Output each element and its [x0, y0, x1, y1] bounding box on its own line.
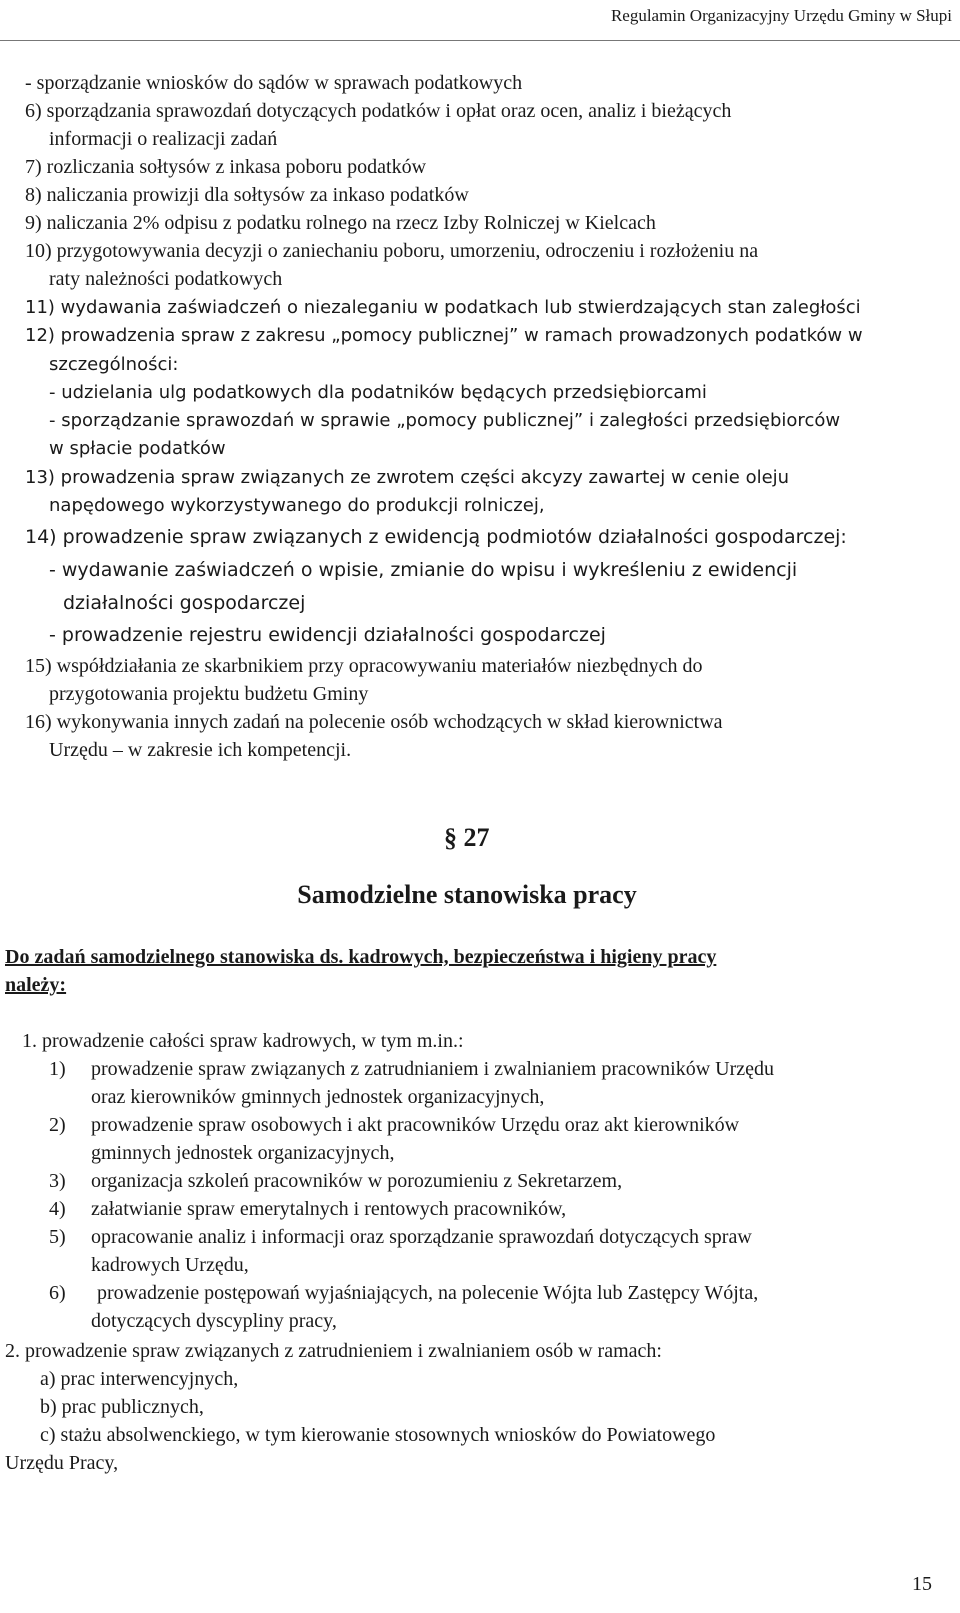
list-item: 13) prowadzenia spraw związanych ze zwrotem części akcyzy zawartej w cenie oleju	[25, 467, 790, 488]
list-item: 10) przygotowywania decyzji o zaniechaniu poboru, umorzeniu, odroczeniu i rozłożeniu na	[25, 240, 759, 262]
sub-item: opracowanie analiz i informacji oraz sporządzanie sprawozdań dotyczących spraw	[91, 1226, 752, 1248]
sub-item: prowadzenie spraw osobowych i akt pracowników Urzędu oraz akt kierowników	[91, 1114, 740, 1136]
list-item: - udzielania ulg podatkowych dla podatników będących przedsiębiorcami	[49, 382, 707, 403]
list-item: napędowego wykorzystywanego do produkcji rolniczej,	[49, 495, 545, 516]
page-number: 15	[912, 1573, 932, 1595]
list-item: raty należności podatkowych	[49, 268, 283, 290]
sub-item-number: 4)	[49, 1198, 66, 1220]
duties-heading: Do zadań samodzielnego stanowiska ds. kadrowych, bezpieczeństwa i higieny pracy	[5, 946, 717, 968]
sub-item-number: 3)	[49, 1170, 66, 1192]
list-item: Urzędu – w zakresie ich kompetencji.	[49, 739, 352, 761]
sub-item: prowadzenie postępowań wyjaśniających, na polecenie Wójta lub Zastępcy Wójta,	[97, 1282, 759, 1304]
section-number: § 27	[444, 823, 490, 852]
list-item: 8) naliczania prowizji dla sołtysów za inkaso podatków	[25, 184, 469, 206]
list-item: - sporządzanie sprawozdań w sprawie „pomocy publicznej” i zaległości przedsiębiorców	[49, 410, 841, 431]
list-item: działalności gospodarczej	[63, 592, 306, 614]
list-item: szczególności:	[49, 354, 179, 375]
sub-item-number: 1)	[49, 1058, 66, 1080]
sub-item-number: 5)	[49, 1226, 66, 1248]
list-item: 15) współdziałania ze skarbnikiem przy opracowywaniu materiałów niezbędnych do	[25, 655, 703, 677]
list-item: przygotowania projektu budżetu Gminy	[49, 683, 369, 705]
list-item: - prowadzenie rejestru ewidencji działalności gospodarczej	[49, 624, 606, 646]
sub-item-continued: kadrowych Urzędu,	[91, 1254, 249, 1276]
sub-item-number: 2)	[49, 1114, 66, 1136]
list-item: 14) prowadzenie spraw związanych z ewidencją podmiotów działalności gospodarczej:	[25, 526, 847, 548]
running-header: Regulamin Organizacyjny Urzędu Gminy w Słupi	[610, 6, 952, 25]
list-item: c) stażu absolwenckiego, w tym kierowanie stosownych wniosków do Powiatowego	[40, 1424, 716, 1446]
list-item: 16) wykonywania innych zadań na polecenie osób wchodzących w skład kierownictwa	[25, 711, 723, 733]
sub-item-continued: oraz kierowników gminnych jednostek organizacyjnych,	[91, 1086, 545, 1108]
sub-item: organizacja szkoleń pracowników w porozumieniu z Sekretarzem,	[91, 1170, 623, 1192]
sub-item: prowadzenie spraw związanych z zatrudnianiem i zwalnianiem pracowników Urzędu	[91, 1058, 775, 1080]
list-item: 12) prowadzenia spraw z zakresu „pomocy publicznej” w ramach prowadzonych podatków w	[25, 325, 863, 346]
list-item: 6) sporządzania sprawozdań dotyczących podatków i opłat oraz ocen, analiz i bieżących	[25, 100, 732, 122]
list-item: a) prac interwencyjnych,	[40, 1368, 239, 1390]
list-item: w spłacie podatków	[49, 438, 226, 459]
sub-item-continued: gminnych jednostek organizacyjnych,	[91, 1142, 395, 1164]
duties-heading-continued: należy:	[5, 974, 67, 996]
list-item: 1. prowadzenie całości spraw kadrowych, w tym m.in.:	[22, 1030, 464, 1052]
list-item: b) prac publicznych,	[40, 1396, 204, 1418]
list-item: - sporządzanie wniosków do sądów w sprawach podatkowych	[25, 72, 523, 94]
sub-item-continued: dotyczących dyscypliny pracy,	[91, 1310, 337, 1332]
list-item: 2. prowadzenie spraw związanych z zatrudnieniem i zwalnianiem osób w ramach:	[5, 1340, 662, 1362]
list-item: 11) wydawania zaświadczeń o niezaleganiu w podatkach lub stwierdzających stan zaległości	[25, 297, 861, 318]
list-item: 7) rozliczania sołtysów z inkasa poboru podatków	[25, 156, 427, 178]
list-item: informacji o realizacji zadań	[49, 128, 278, 150]
sub-item: załatwianie spraw emerytalnych i rentowych pracowników,	[91, 1198, 567, 1220]
list-item: 9) naliczania 2% odpisu z podatku rolnego na rzecz Izby Rolniczej w Kielcach	[25, 212, 656, 234]
header-divider	[0, 40, 960, 41]
sub-item-number: 6)	[49, 1282, 66, 1304]
section-title: Samodzielne stanowiska pracy	[297, 880, 637, 909]
list-item: - wydawanie zaświadczeń o wpisie, zmianie do wpisu i wykreśleniu z ewidencji	[49, 559, 798, 581]
list-item-continued: Urzędu Pracy,	[5, 1452, 119, 1474]
